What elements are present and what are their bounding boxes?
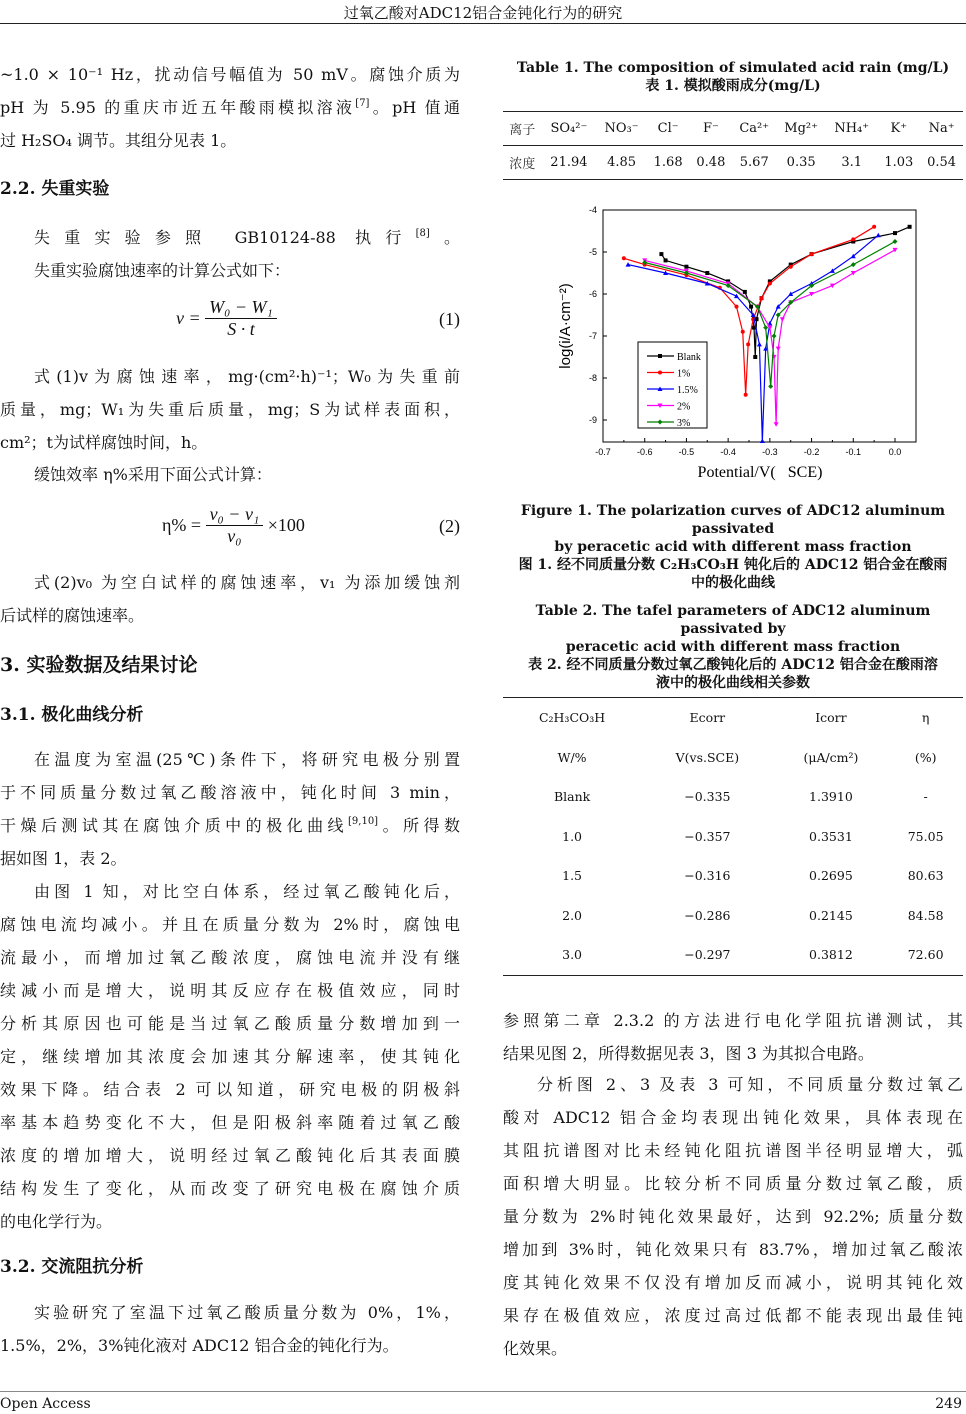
text-segment: 的电化学行为。 [0, 1212, 113, 1231]
text-segment: 量分数为 2%时钝化效果最好，达到 92.2%; 质量分数 [503, 1207, 963, 1226]
text-line [503, 1004, 963, 1037]
data-point [763, 325, 768, 330]
text-line [0, 221, 460, 254]
text-segment: 效果下降。结合表 2 可以知道，研究电极的阴极斜 [0, 1080, 460, 1099]
table-cell: - [923, 789, 928, 805]
figure1-caption [500, 502, 966, 592]
table-row [503, 856, 963, 896]
text-line [0, 1329, 460, 1362]
text-line [0, 91, 460, 124]
text-segment: 化效果。 [503, 1339, 568, 1358]
data-point [851, 237, 855, 241]
legend-label: 1% [677, 368, 691, 380]
citation[interactable]: [7] [355, 98, 370, 109]
text-line [0, 1106, 460, 1139]
data-point [622, 256, 626, 260]
table-cell: 84.58 [907, 907, 944, 923]
text-line [0, 599, 460, 632]
text-line [0, 426, 460, 459]
text-segment: 率基本趋势变化不大，但是阳极斜率随着过氧乙酸 [0, 1113, 460, 1132]
table2-caption [500, 602, 966, 692]
text-segment: 酸对 ADC12 铝合金均表现出钝化效果，具体表现在 [503, 1108, 963, 1127]
ion-concentration: 5.67 [739, 155, 769, 170]
figure1-caption-en-line: by peracetic acid with different mass fraction [554, 539, 912, 555]
text-segment: 。pH 值通 [369, 98, 460, 117]
figure1-caption-cn-line: 中的极化曲线 [691, 575, 775, 591]
table-cell: Blank [553, 789, 591, 805]
text-line [0, 458, 460, 491]
data-point [749, 305, 753, 309]
text-line [0, 393, 460, 426]
ion-concentration: 4.85 [607, 155, 637, 170]
y-tick-label: -9 [588, 415, 597, 425]
data-point [705, 271, 709, 275]
eq2-lhs: η% = [162, 515, 202, 535]
text-segment: 1.5%，2%，3%钝化液对 ADC12 铝合金的钝化行为。 [0, 1336, 399, 1355]
legend-label: 2% [677, 401, 691, 413]
table-cell: −0.335 [684, 789, 731, 805]
text-line [0, 360, 460, 393]
table-cell: −0.297 [684, 947, 731, 963]
data-point [760, 296, 764, 300]
column-header: η [921, 710, 930, 726]
table-cell: −0.316 [684, 868, 731, 884]
text-line [0, 941, 460, 974]
text-line [0, 1139, 460, 1172]
x-tick-label: 0.0 [888, 447, 902, 457]
text-line [503, 1101, 963, 1134]
data-point [774, 422, 779, 427]
ion-header: Ca²⁺ [739, 121, 770, 136]
text-segment: 。 [429, 228, 460, 247]
text-line [503, 1200, 963, 1233]
text-segment: 浓度的增加增大，说明经过氧乙酸钝化后其表面膜 [0, 1146, 460, 1165]
table-cell: 1.5 [562, 868, 583, 884]
text-line [503, 1299, 963, 1332]
x-tick-label: -0.7 [595, 447, 611, 457]
table-cell: −0.286 [684, 907, 731, 923]
figure1-caption-cn-line: 图 1. 经不同质量分数 C₂H₃CO₃H 钝化后的 ADC12 铝合金在酸雨 [518, 557, 948, 573]
data-point [734, 305, 738, 309]
footer-rule [0, 1391, 966, 1392]
text-line [503, 1266, 963, 1299]
table-cell: 72.60 [907, 947, 944, 963]
text-line [0, 809, 460, 842]
data-point [664, 258, 668, 262]
data-point [626, 262, 631, 267]
x-axis-label: Potential/V( SCE) [697, 464, 823, 481]
ion-header: Mg²⁺ [784, 121, 818, 136]
table1 [503, 111, 963, 180]
ion-concentration: 3.1 [841, 155, 863, 170]
table-cell: 0.3812 [809, 947, 853, 963]
data-point [658, 354, 662, 358]
figure1-caption-en-line: Figure 1. The polarization curves of ADC12 aluminum passivated [520, 503, 946, 537]
text-line [0, 124, 460, 157]
ion-header: NO₃⁻ [604, 121, 639, 136]
table-row [503, 777, 963, 817]
text-segment: 。所得数 [378, 816, 460, 835]
header-rule [0, 23, 966, 24]
ion-header: Na⁺ [928, 121, 955, 136]
citation[interactable]: [9,10] [348, 816, 379, 827]
data-point [767, 326, 772, 331]
text-line [503, 1167, 963, 1200]
section-heading-3-2: 3.2. 交流阻抗分析 [0, 1257, 144, 1277]
data-point [760, 439, 765, 444]
x-tick-label: -0.3 [762, 447, 778, 457]
section-heading-3-1: 3.1. 极化曲线分析 [0, 705, 144, 725]
legend-label: 3% [677, 418, 691, 429]
legend-label: Blank [677, 352, 701, 363]
paragraph [0, 743, 460, 875]
paragraph [0, 58, 460, 157]
text-segment: 腐蚀电流均减小。并且在质量分数为 2%时，腐蚀电 [0, 915, 460, 934]
text-segment: 参照第二章 2.3.2 的方法进行电化学阻抗谱测试，其 [503, 1011, 963, 1030]
data-point [851, 271, 856, 276]
eq2-denominator: v₀ [227, 526, 242, 546]
table-cell: 1.3910 [809, 789, 853, 805]
data-point [810, 252, 814, 256]
text-line [0, 58, 460, 91]
y-tick-label: -6 [588, 289, 597, 299]
paragraph [0, 566, 460, 632]
column-header: (μA/cm²) [803, 749, 859, 765]
ion-concentration: 21.94 [550, 155, 588, 170]
text-line [0, 1007, 460, 1040]
data-point [872, 225, 876, 229]
running-title: 过氧乙酸对ADC12铝合金钝化行为的研究 [343, 4, 623, 22]
data-point [876, 233, 881, 238]
column-header: V(vs.SCE) [675, 749, 740, 765]
text-line [0, 1073, 460, 1106]
data-point [893, 239, 898, 244]
eq2-rhs: ×100 [267, 515, 305, 535]
text-line [0, 566, 460, 599]
text-line [0, 1205, 460, 1238]
x-tick-label: -0.1 [845, 447, 862, 457]
data-point [757, 342, 762, 347]
text-segment: 干燥后测试其在腐蚀介质中的极化曲线 [0, 816, 349, 835]
data-point [768, 282, 772, 286]
ion-concentration: 1.68 [653, 155, 683, 170]
data-point [772, 334, 777, 339]
table1-title-cn: 表 1. 模拟酸雨成分(mg/L) [645, 78, 821, 94]
data-point [743, 290, 747, 294]
data-point [851, 262, 856, 267]
column-header: W/% [557, 749, 587, 765]
x-tick-label: -0.4 [720, 447, 736, 457]
text-segment: 流最小，而增加过氧乙酸浓度，腐蚀电流并没有继 [0, 948, 460, 967]
ion-concentration: 1.03 [884, 155, 914, 170]
citation[interactable]: [8] [415, 228, 430, 239]
table-cell: 75.05 [907, 828, 944, 844]
column-header: (%) [914, 749, 937, 765]
ion-concentration: 0.48 [696, 155, 726, 170]
text-line [0, 974, 460, 1007]
table-cell: −0.357 [684, 828, 731, 844]
text-segment: 缓蚀效率 η%采用下面公式计算： [34, 465, 272, 484]
table1-title-en: Table 1. The composition of simulated acid rain (mg/L) [516, 60, 950, 76]
ion-header: NH₄⁺ [834, 121, 870, 136]
table2-caption-en-line: peracetic acid with different mass fraction [565, 639, 901, 655]
text-segment: 结果见图 2，所得数据见表 3，图 3 为其拟合电路。 [503, 1044, 874, 1063]
ion-concentration: 0.54 [927, 155, 957, 170]
table-cell: 2.0 [562, 907, 583, 923]
eq1-lhs: v = [176, 308, 201, 328]
table2-caption-cn-line: 表 2. 经不同质量分数过氧乙酸钝化后的 ADC12 铝合金在酸雨溶 [528, 657, 938, 673]
column-header: C₂H₃CO₃H [538, 710, 606, 726]
legend-label: 1.5% [677, 385, 698, 396]
eq2-number: (2) [439, 516, 460, 536]
row-label-ion: 离子 [509, 123, 536, 138]
table-cell: 0.2695 [809, 868, 853, 884]
table-header-row [503, 698, 963, 738]
paragraph [503, 1068, 963, 1365]
data-point [768, 384, 773, 389]
paragraph [0, 875, 460, 1238]
data-point [746, 342, 750, 346]
y-tick-label: -5 [588, 247, 597, 257]
table-header-row [503, 738, 963, 778]
data-point [659, 252, 663, 256]
text-line [0, 743, 460, 776]
column-header: Ecorr [689, 710, 726, 726]
data-point [776, 347, 781, 352]
section-heading-3: 3. 实验数据及结果讨论 [0, 654, 198, 676]
text-segment: 结构发生了变化，从而改变了研究电极在腐蚀介质 [0, 1179, 460, 1198]
eq1-number: (1) [439, 309, 460, 329]
data-point [908, 225, 912, 229]
eq1-denominator: S · t [227, 319, 255, 339]
text-line [503, 1037, 963, 1070]
paragraph [0, 360, 460, 459]
page-number: 249 [935, 1396, 962, 1412]
text-segment: 面积增大明显。比较分析不同质量分数过氧乙酸，质 [503, 1174, 963, 1193]
y-tick-label: -7 [588, 331, 597, 341]
text-line [0, 1040, 460, 1073]
text-segment: 其阻抗谱图对比未经钝化阻抗谱图半径明显增大，弧 [503, 1141, 963, 1160]
text-line [0, 1296, 460, 1329]
table-cell: 0.2145 [809, 907, 853, 923]
text-segment: ~1.0 × 10⁻¹ Hz，扰动信号幅值为 50 mV。腐蚀介质为 [0, 65, 460, 84]
table2 [503, 697, 963, 976]
text-line [503, 1068, 963, 1101]
table1-caption [500, 59, 966, 95]
footer-open-access: Open Access [0, 1396, 91, 1412]
text-segment: cm²；t为试样腐蚀时间，h。 [0, 433, 208, 452]
text-line [503, 1134, 963, 1167]
text-segment: 失重实验腐蚀速率的计算公式如下： [34, 261, 291, 280]
text-segment: 分析其原因也可能是当过氧乙酸质量分数增加到一 [0, 1014, 460, 1033]
eq2-numerator: v₀ − v₁ [206, 504, 264, 526]
text-segment: 后试样的腐蚀速率。 [0, 606, 145, 625]
row-label-concentration: 浓度 [509, 157, 536, 172]
text-segment: 果存在极值效应，浓度过高过低都不能表现出最佳钝 [503, 1306, 963, 1325]
text-segment: 增加到 3%时，钝化效果只有 83.7%，增加过氧乙酸浓 [503, 1240, 963, 1259]
data-point [893, 248, 898, 253]
text-line [0, 1172, 460, 1205]
paragraph [0, 221, 460, 287]
text-segment: 在温度为室温(25℃)条件下，将研究电极分别置 [34, 750, 460, 769]
data-point [741, 330, 745, 334]
equation-1 [0, 293, 460, 343]
text-segment: 定，继续增加其浓度会加速其分解速率，使其钝化 [0, 1047, 460, 1066]
y-tick-label: -8 [588, 373, 597, 383]
data-point [789, 265, 793, 269]
column-header: Icorr [815, 710, 847, 726]
text-segment: 过 H₂SO₄ 调节。其组分见表 1。 [0, 131, 237, 150]
y-axis-label: log(i/A·cm⁻²) [557, 283, 574, 369]
eq1-numerator: W₀ − W₁ [205, 297, 277, 319]
table-cell: 80.63 [907, 868, 944, 884]
data-point [780, 317, 785, 322]
table2-caption-cn-line: 液中的极化曲线相关参数 [656, 675, 810, 691]
data-point [658, 371, 662, 375]
data-point [753, 355, 757, 359]
x-tick-label: -0.2 [803, 447, 820, 457]
text-segment: 度其钝化效果不仅没有增加反而减小，说明其钝化效 [503, 1273, 963, 1292]
text-segment: 于不同质量分数过氧乙酸溶液中，钝化时间 3 min， [0, 783, 460, 802]
text-line [0, 908, 460, 941]
text-segment: 质量，mg；W₁为失重后质量，mg；S为试样表面积， [0, 400, 460, 419]
text-segment: 实验研究了室温下过氧乙酸质量分数为 0%，1%， [34, 1303, 460, 1322]
ion-concentration: 0.35 [786, 155, 816, 170]
data-point [684, 265, 688, 269]
text-segment: 续减小而是增大，说明其反应存在极值效应，同时 [0, 981, 460, 1000]
ion-header: Cl⁻ [657, 121, 679, 136]
text-segment: 失重实验参照 GB10124-88 执行 [34, 228, 416, 247]
ion-header: K⁺ [890, 121, 908, 136]
text-segment: 式(2)v₀ 为空白试样的腐蚀速率，v₁ 为添加缓蚀剂 [34, 573, 460, 592]
polarization-chart [540, 195, 930, 485]
text-segment: 式(1)v为腐蚀速率，mg·(cm²·h)⁻¹；W₀为失重前 [34, 367, 460, 386]
text-segment: pH 为 5.95 的重庆市近五年酸雨模拟溶液 [0, 98, 356, 117]
table-cell: 0.3531 [809, 828, 853, 844]
text-segment: 由图 1 知，对比空白体系，经过氧乙酸钝化后， [34, 882, 460, 901]
ion-header: SO₄²⁻ [550, 121, 588, 136]
text-segment: 分析图 2、3 及表 3 可知，不同质量分数过氧乙 [537, 1075, 963, 1094]
paragraph [503, 1004, 963, 1070]
text-line [503, 1233, 963, 1266]
text-segment: 据如图 1，表 2。 [0, 849, 127, 868]
y-tick-label: -4 [588, 205, 597, 215]
ion-header: F⁻ [702, 121, 719, 136]
data-point [744, 393, 748, 397]
paragraph [0, 458, 460, 491]
text-line [0, 776, 460, 809]
text-line [503, 1332, 963, 1365]
equation-2 [0, 500, 460, 550]
x-tick-label: -0.6 [636, 447, 653, 457]
table-row [503, 817, 963, 857]
table-row [503, 935, 963, 975]
text-line [0, 254, 460, 287]
table-cell: 1.0 [562, 828, 583, 844]
section-heading-2-2: 2.2. 失重实验 [0, 179, 110, 199]
x-tick-label: -0.5 [678, 447, 695, 457]
series-blank-line [661, 227, 909, 357]
text-line [0, 875, 460, 908]
table-cell: 3.0 [562, 947, 583, 963]
paragraph [0, 1296, 460, 1362]
data-point [893, 231, 897, 235]
table-row [503, 896, 963, 936]
text-line [0, 842, 460, 875]
table2-caption-en-line: Table 2. The tafel parameters of ADC12 aluminum passivated by [535, 603, 931, 637]
